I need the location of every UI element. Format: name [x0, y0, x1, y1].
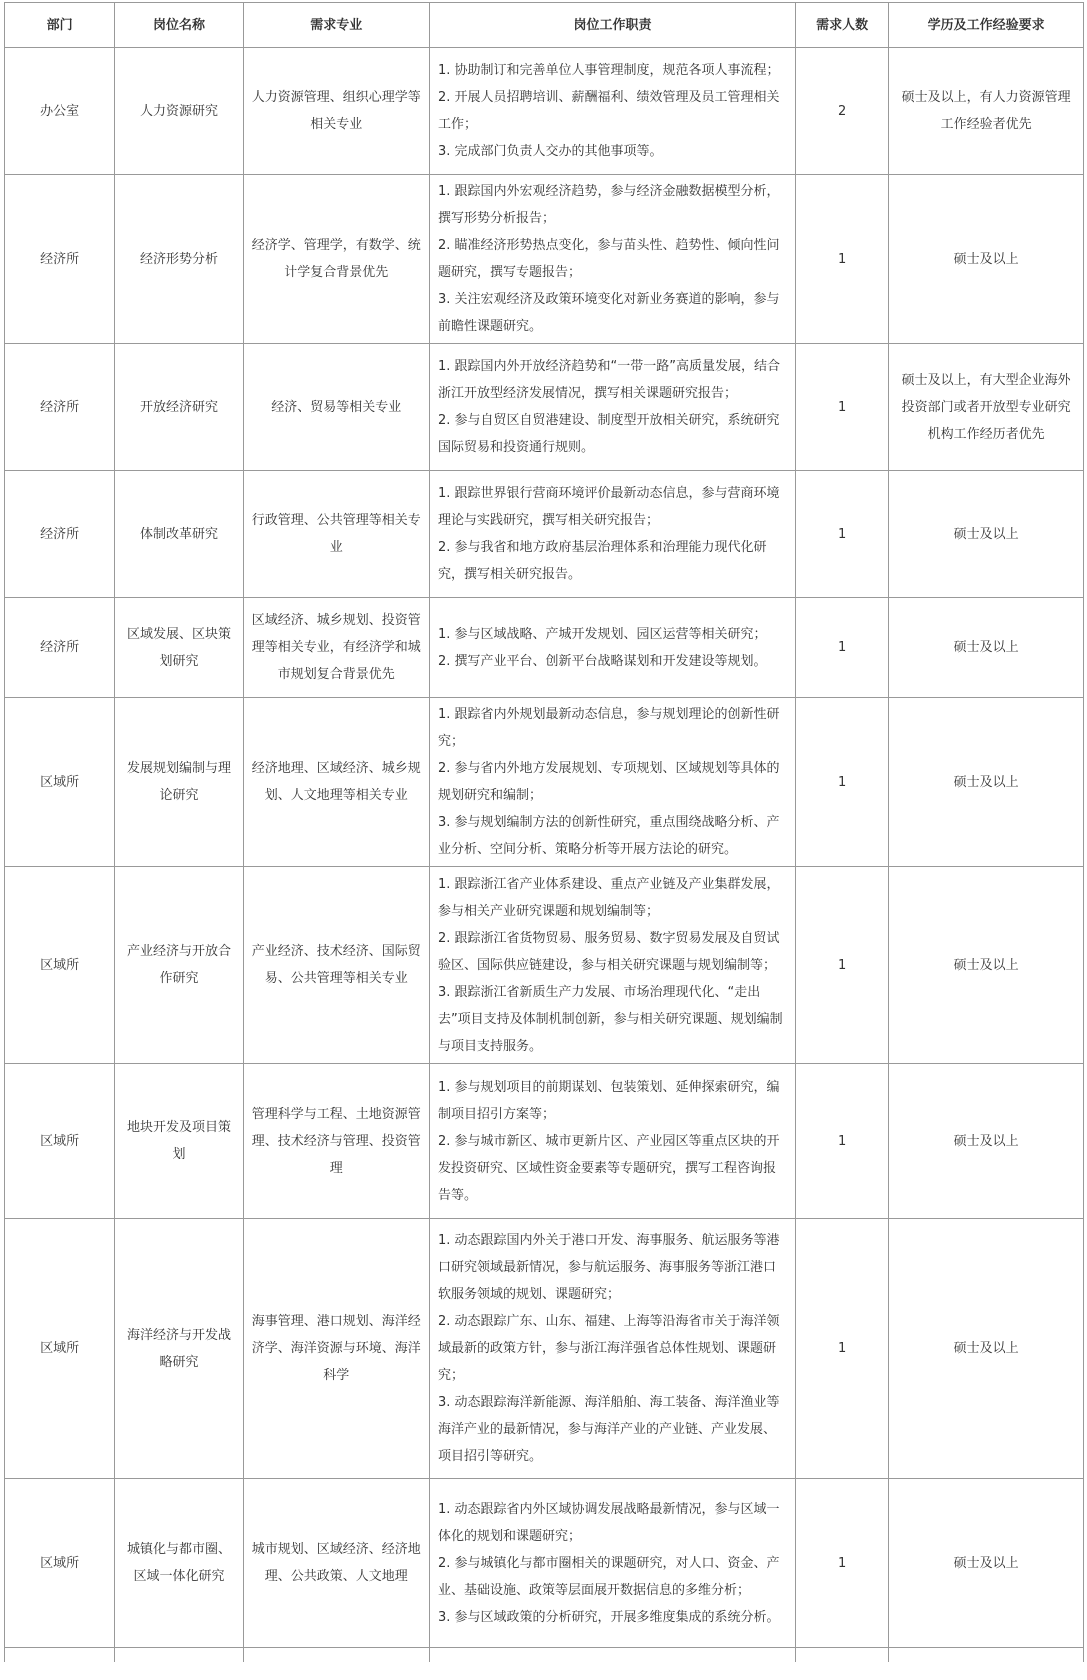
- requirement-cell: 硕士及以上: [889, 175, 1084, 344]
- duty-item: 3. 关注宏观经济及政策环境变化对新业务赛道的影响，参与前瞻性课题研究。: [437, 292, 780, 334]
- duties-cell: [429, 344, 795, 471]
- duty-item: 2. 瞄准经济形势热点变化，参与苗头性、趋势性、倾向性问题研究，撰写专题报告；: [437, 238, 780, 280]
- duty-item: 2. 参与省内外地方发展规划、专项规划、区域规划等具体的规划研究和编制；: [437, 761, 780, 803]
- duty-item: 2. 参与自贸区自贸港建设、制度型开放相关研究，系统研究国际贸易和投资通行规则。: [437, 413, 780, 455]
- requirement-cell: 硕士及以上: [889, 1479, 1084, 1648]
- department-cell: 经济所: [5, 471, 115, 598]
- duty-item: 1. 跟踪浙江省产业体系建设、重点产业链及产业集群发展，参与相关产业研究课题和规划编制等；: [437, 876, 780, 919]
- duties-cell: [429, 471, 795, 598]
- table-row: [5, 48, 1084, 175]
- count-cell: 2: [796, 48, 889, 175]
- duty-item: 1. 协助制订和完善单位人事管理制度，规范各项人事流程；: [437, 63, 780, 78]
- major-cell: 海事管理、港口规划、海洋经济学、海洋资源与环境、海洋科学: [243, 1219, 429, 1479]
- duty-item: 3. 完成部门负责人交办的其他事项等。: [437, 144, 663, 159]
- duties-cell: [429, 867, 795, 1064]
- count-cell: 1: [796, 1219, 889, 1479]
- header-duties: 岗位工作职责: [429, 3, 795, 48]
- department-cell: 经济所: [5, 175, 115, 344]
- duties-cell: [429, 48, 795, 175]
- duty-item: 2. 动态跟踪广东、山东、福建、上海等沿海省市关于海洋领域最新的政策方针，参与浙江海洋强省总体性规划、课题研究；: [437, 1314, 780, 1383]
- count-cell: 1: [796, 471, 889, 598]
- header-requirement: 学历及工作经验要求: [889, 3, 1084, 48]
- department-cell: 办公室: [5, 48, 115, 175]
- major-cell: 产业经济、技术经济、国际贸易、公共管理等相关专业: [243, 867, 429, 1064]
- duties-cell: [429, 175, 795, 344]
- empty-cell: [115, 1648, 243, 1663]
- duty-item: 2. 参与城市新区、城市更新片区、产业园区等重点区块的开发投资研究、区域性资金要素等专题研究，撰写工程咨询报告等。: [437, 1133, 780, 1203]
- table-row: [5, 344, 1084, 471]
- department-cell: 区域所: [5, 867, 115, 1064]
- table-row-partial: [5, 1648, 1084, 1663]
- header-major: 需求专业: [243, 3, 429, 48]
- department-cell: 区域所: [5, 1219, 115, 1479]
- department-cell: 经济所: [5, 598, 115, 698]
- duties-cell: [429, 598, 795, 698]
- job-table: [4, 2, 1084, 1662]
- table-row: [5, 175, 1084, 344]
- major-cell: 经济、贸易等相关专业: [243, 344, 429, 471]
- duty-item: 3. 参与区域政策的分析研究，开展多维度集成的系统分析。: [437, 1609, 780, 1625]
- empty-cell: [796, 1648, 889, 1663]
- major-cell: 管理科学与工程、土地资源管理、技术经济与管理、投资管理: [243, 1064, 429, 1219]
- duty-item: 3. 参与规划编制方法的创新性研究，重点围绕战略分析、产业分析、空间分析、策略分析等开展方法论的研究。: [437, 815, 780, 857]
- position-cell: 区域发展、区块策划研究: [115, 598, 243, 698]
- table-row: [5, 471, 1084, 598]
- requirement-cell: 硕士及以上: [889, 1219, 1084, 1479]
- department-cell: 经济所: [5, 344, 115, 471]
- duty-item: 1. 动态跟踪省内外区域协调发展战略最新情况，参与区域一体化的规划和课题研究；: [437, 1501, 780, 1544]
- position-cell: 海洋经济与开发战略研究: [115, 1219, 243, 1479]
- duty-item: 2. 跟踪浙江省货物贸易、服务贸易、数字贸易发展及自贸试验区、国际供应链建设，参与相关研究课题与规划编制等；: [437, 930, 780, 973]
- position-cell: 经济形势分析: [115, 175, 243, 344]
- position-cell: 开放经济研究: [115, 344, 243, 471]
- duties-cell: [429, 1064, 795, 1219]
- duty-item: 1. 跟踪国内外开放经济趋势和“一带一路”高质量发展，结合浙江开放型经济发展情况，撰写相关课题研究报告；: [437, 359, 780, 401]
- table-row: [5, 1064, 1084, 1219]
- major-cell: 人力资源管理、组织心理学等相关专业: [243, 48, 429, 175]
- count-cell: 1: [796, 698, 889, 867]
- count-cell: 1: [796, 867, 889, 1064]
- header-department: 部门: [5, 3, 115, 48]
- major-cell: 行政管理、公共管理等相关专业: [243, 471, 429, 598]
- position-cell: 产业经济与开放合作研究: [115, 867, 243, 1064]
- table-row: [5, 698, 1084, 867]
- duty-item: 1. 动态跟踪国内外关于港口开发、海事服务、航运服务等港口研究领域最新情况，参与航运服务、海事服务等浙江港口软服务领域的规划、课题研究；: [437, 1233, 780, 1302]
- duties-cell: [429, 1479, 795, 1648]
- duty-item: 1. 跟踪省内外规划最新动态信息，参与规划理论的创新性研究；: [437, 707, 780, 749]
- table-row: [5, 1219, 1084, 1479]
- count-cell: 1: [796, 598, 889, 698]
- count-cell: 1: [796, 175, 889, 344]
- requirement-cell: 硕士及以上，有人力资源管理工作经验者优先: [889, 48, 1084, 175]
- header-count: 需求人数: [796, 3, 889, 48]
- major-cell: 城市规划、区域经济、经济地理、公共政策、人文地理: [243, 1479, 429, 1648]
- table-row: [5, 1479, 1084, 1648]
- position-cell: 体制改革研究: [115, 471, 243, 598]
- duty-item: 1. 跟踪国内外宏观经济趋势，参与经济金融数据模型分析，撰写形势分析报告；: [437, 184, 780, 226]
- position-cell: 地块开发及项目策划: [115, 1064, 243, 1219]
- empty-cell: [5, 1648, 115, 1663]
- duty-item: 2. 参与我省和地方政府基层治理体系和治理能力现代化研究，撰写相关研究报告。: [437, 540, 767, 582]
- major-cell: 区域经济、城乡规划、投资管理等相关专业，有经济学和城市规划复合背景优先: [243, 598, 429, 698]
- count-cell: 1: [796, 1479, 889, 1648]
- duty-item: 1. 跟踪世界银行营商环境评价最新动态信息，参与营商环境理论与实践研究，撰写相关研究报告；: [437, 486, 780, 528]
- requirement-cell: 硕士及以上: [889, 471, 1084, 598]
- duty-item: 2. 撰写产业平台、创新平台战略谋划和开发建设等规划。: [437, 653, 767, 669]
- requirement-cell: 硕士及以上: [889, 698, 1084, 867]
- requirement-cell: 硕士及以上: [889, 598, 1084, 698]
- count-cell: 1: [796, 1064, 889, 1219]
- department-cell: 区域所: [5, 698, 115, 867]
- count-cell: 1: [796, 344, 889, 471]
- duties-cell: [429, 698, 795, 867]
- empty-cell: [243, 1648, 429, 1663]
- major-cell: 经济地理、区域经济、城乡规划、人文地理等相关专业: [243, 698, 429, 867]
- position-cell: 发展规划编制与理论研究: [115, 698, 243, 867]
- requirement-cell: 硕士及以上: [889, 867, 1084, 1064]
- duty-item: 1. 参与规划项目的前期谋划、包装策划、延伸探索研究，编制项目招引方案等；: [437, 1079, 780, 1122]
- empty-cell: [889, 1648, 1084, 1663]
- header-position: 岗位名称: [115, 3, 243, 48]
- empty-cell: [429, 1648, 795, 1663]
- duty-item: 3. 跟踪浙江省新质生产力发展、市场治理现代化、“走出去”项目支持及体制机制创新，参与相关研究课题、规划编制与项目支持服务。: [437, 984, 783, 1054]
- requirement-cell: 硕士及以上: [889, 1064, 1084, 1219]
- department-cell: 区域所: [5, 1479, 115, 1648]
- duty-item: 2. 开展人员招聘培训、薪酬福利、绩效管理及员工管理相关工作；: [437, 90, 780, 132]
- duty-item: 3. 动态跟踪海洋新能源、海洋船舶、海工装备、海洋渔业等海洋产业的最新情况，参与海洋产业的产业链、产业发展、项目招引等研究。: [437, 1395, 780, 1464]
- major-cell: 经济学、管理学，有数学、统计学复合背景优先: [243, 175, 429, 344]
- duty-item: 1. 参与区域战略、产城开发规划、园区运营等相关研究；: [437, 626, 767, 642]
- duty-item: 2. 参与城镇化与都市圈相关的课题研究，对人口、资金、产业、基础设施、政策等层面展开数据信息的多维分析；: [437, 1555, 780, 1598]
- position-cell: 城镇化与都市圈、区域一体化研究: [115, 1479, 243, 1648]
- department-cell: 区域所: [5, 1064, 115, 1219]
- position-cell: 人力资源研究: [115, 48, 243, 175]
- table-row: [5, 598, 1084, 698]
- duties-cell: [429, 1219, 795, 1479]
- requirement-cell: 硕士及以上，有大型企业海外投资部门或者开放型专业研究机构工作经历者优先: [889, 344, 1084, 471]
- header-row: [5, 3, 1084, 48]
- table-row: [5, 867, 1084, 1064]
